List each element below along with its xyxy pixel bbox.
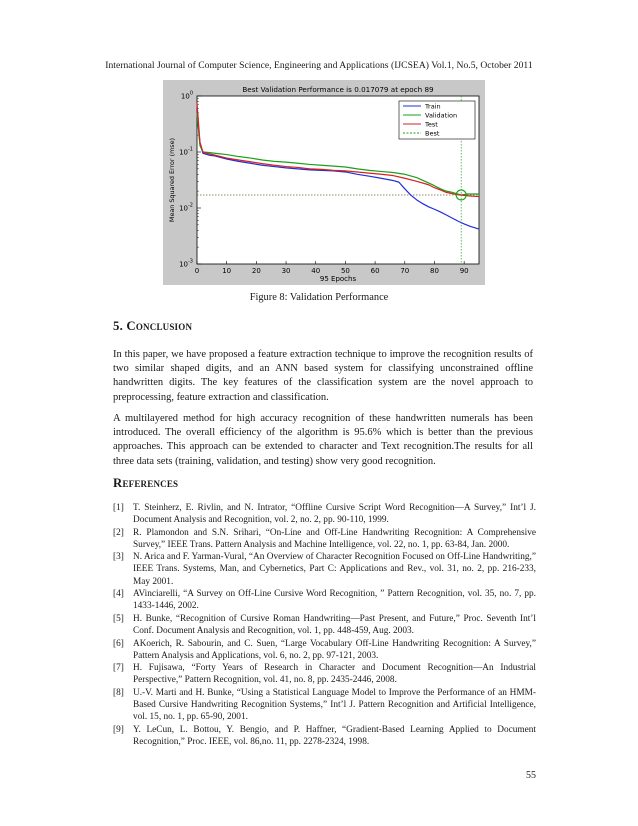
- reference-item: [113, 638, 536, 662]
- reference-item: [113, 687, 536, 723]
- validation-performance-figure: [163, 80, 485, 285]
- x-tick-label: 40: [311, 267, 321, 275]
- x-tick-label: 60: [370, 267, 380, 275]
- reference-text: Y. LeCun, L. Bottou, Y. Bengio, and P. Haffner, “Gradient-Based Learning Applied to Document Recognition,” Proc. IEEE, vol. 86,no. 11, pp. 2278-2324, 1998.: [133, 724, 536, 747]
- reference-item: [113, 527, 536, 551]
- x-tick-label: 50: [340, 267, 350, 275]
- page-number: 55: [526, 770, 536, 781]
- x-tick-label: 70: [400, 267, 410, 275]
- reference-item: [113, 724, 536, 748]
- legend: [399, 101, 475, 139]
- reference-text: H. Bunke, “Recognition of Cursive Roman Handwriting—Past Present, and Future,” Proc. Seventh Int’l Conf. Document Analysis and Recognition, vol. 1, pp. 448-459, Aug. 2003.: [133, 613, 536, 636]
- y-tick-label: $10^{-3}$: [179, 258, 193, 269]
- reference-item: [113, 551, 536, 587]
- x-tick-label: 30: [281, 267, 291, 275]
- reference-item: [113, 613, 536, 637]
- x-axis-label: 95 Epochs: [319, 275, 357, 283]
- y-tick-exponent: -3: [188, 258, 193, 265]
- reference-text: T. Steinherz, E. Rivlin, and N. Intrator, “Offline Cursive Script Word Recognition—A Survey,” Int’l J. Document Analysis and Recognition, vol. 2, no. 2, pp. 90-110, 1999.: [133, 503, 536, 526]
- reference-number: [3]: [113, 552, 124, 563]
- x-tick-label: 10: [222, 267, 232, 275]
- journal-header: International Journal of Computer Science, Engineering and Applications (IJCSEA) Vol.1, No.5, October 2011: [105, 60, 533, 71]
- reference-number: [2]: [113, 527, 124, 538]
- reference-number: [9]: [113, 724, 124, 735]
- references-heading: References: [113, 476, 179, 490]
- chart-title: Best Validation Performance is 0.017079 at epoch 89: [242, 85, 434, 94]
- reference-number: [6]: [113, 638, 124, 649]
- conclusion-paragraph-1: In this paper, we have proposed a feature extraction technique to improve the recognition results of two similar shaped digits, and an ANN based system for classifying unconstrained offline handwritten digits. The key features of the classification system are the novel approach to preprocessing, feature extraction and classification.: [113, 349, 533, 403]
- y-tick-exponent: 0: [189, 90, 193, 97]
- y-tick-label: $10^{-1}$: [179, 146, 193, 157]
- y-tick-label: $10^{-2}$: [179, 202, 193, 213]
- legend-train: Train: [425, 102, 441, 111]
- reference-item: [113, 588, 536, 612]
- figure-caption: Figure 8: Validation Performance: [249, 292, 389, 303]
- x-tick-label: 0: [194, 267, 200, 275]
- reference-number: [7]: [113, 663, 124, 674]
- legend-test: Test: [425, 120, 438, 129]
- reference-text: U.-V. Marti and H. Bunke, “Using a Statistical Language Model to Improve the Performance of an HMM-Based Cursive Handwriting Recognition Systems,” Int’l J. Pattern Recognition and Artificial Intelligence, vol. 15, no. 1, pp. 65-90, 2001.: [133, 687, 536, 723]
- y-tick-exponent: -2: [188, 202, 193, 209]
- reference-text: AVinciarelli, “A Survey on Off-Line Cursive Word Recognition, ” Pattern Recognition, vol. 35, no. 7, pp. 1433-1446, 2002.: [133, 589, 536, 612]
- reference-item: [113, 662, 536, 686]
- conclusion-heading: 5. Conclusion: [113, 319, 193, 333]
- reference-number: [1]: [113, 503, 124, 513]
- reference-text: R. Plamondon and S.N. Srihari, “On-Line and Off-Line Handwriting Recognition: A Comprehensive Survey,” IEEE Trans. Pattern Analysis and Machine Intelligence, vol. 22, no. 1, pp. 63-84, Jan. 2000.: [133, 527, 536, 550]
- conclusion-paragraph-2: A multilayered method for high accuracy recognition of these handwritten numerals has been introduced. The overall efficiency of the algorithm is 95.6% which is better than the previous approaches. This approach can be extended to character and Text recognition.The results for all three data sets (training, validation, and testing) show very good recognition.: [113, 413, 533, 467]
- reference-text: AKoerich, R. Sabourin, and C. Suen, “Large Vocabulary Off-Line Handwriting Recognition: A Survey,” Pattern Analysis and Applications, vol. 6, no. 2, pp. 97-121, 2003.: [133, 638, 536, 661]
- reference-number: [4]: [113, 589, 124, 600]
- x-tick-label: 80: [430, 267, 439, 275]
- performance-chart: [163, 80, 485, 285]
- y-tick-label: $10^0$: [180, 90, 193, 101]
- reference-text: H. Fujisawa, “Forty Years of Research in Character and Document Recognition—An Industrial Perspective,” Pattern Recognition, vol. 41, no. 8, pp. 2435-2446, 2008.: [133, 663, 536, 686]
- x-tick-label: 90: [459, 267, 469, 275]
- legend-best: Best: [425, 129, 440, 138]
- x-tick-label: 20: [251, 267, 261, 275]
- reference-number: [8]: [113, 687, 124, 698]
- legend-validation: Validation: [425, 111, 458, 120]
- reference-number: [5]: [113, 613, 124, 624]
- reference-item: [113, 502, 536, 526]
- y-axis-label: Mean Squared Error (mse): [168, 137, 176, 223]
- reference-text: N. Arica and F. Yarman-Vural, “An Overview of Character Recognition Focused on Off-Line Handwriting,” IEEE Trans. Systems, Man, and Cybernetics, Part C: Applications and Rev., vol. 31, no. 2, pp. 216-233, May 2001.: [133, 552, 536, 587]
- y-tick-exponent: -1: [188, 146, 193, 153]
- references-list: [113, 502, 536, 748]
